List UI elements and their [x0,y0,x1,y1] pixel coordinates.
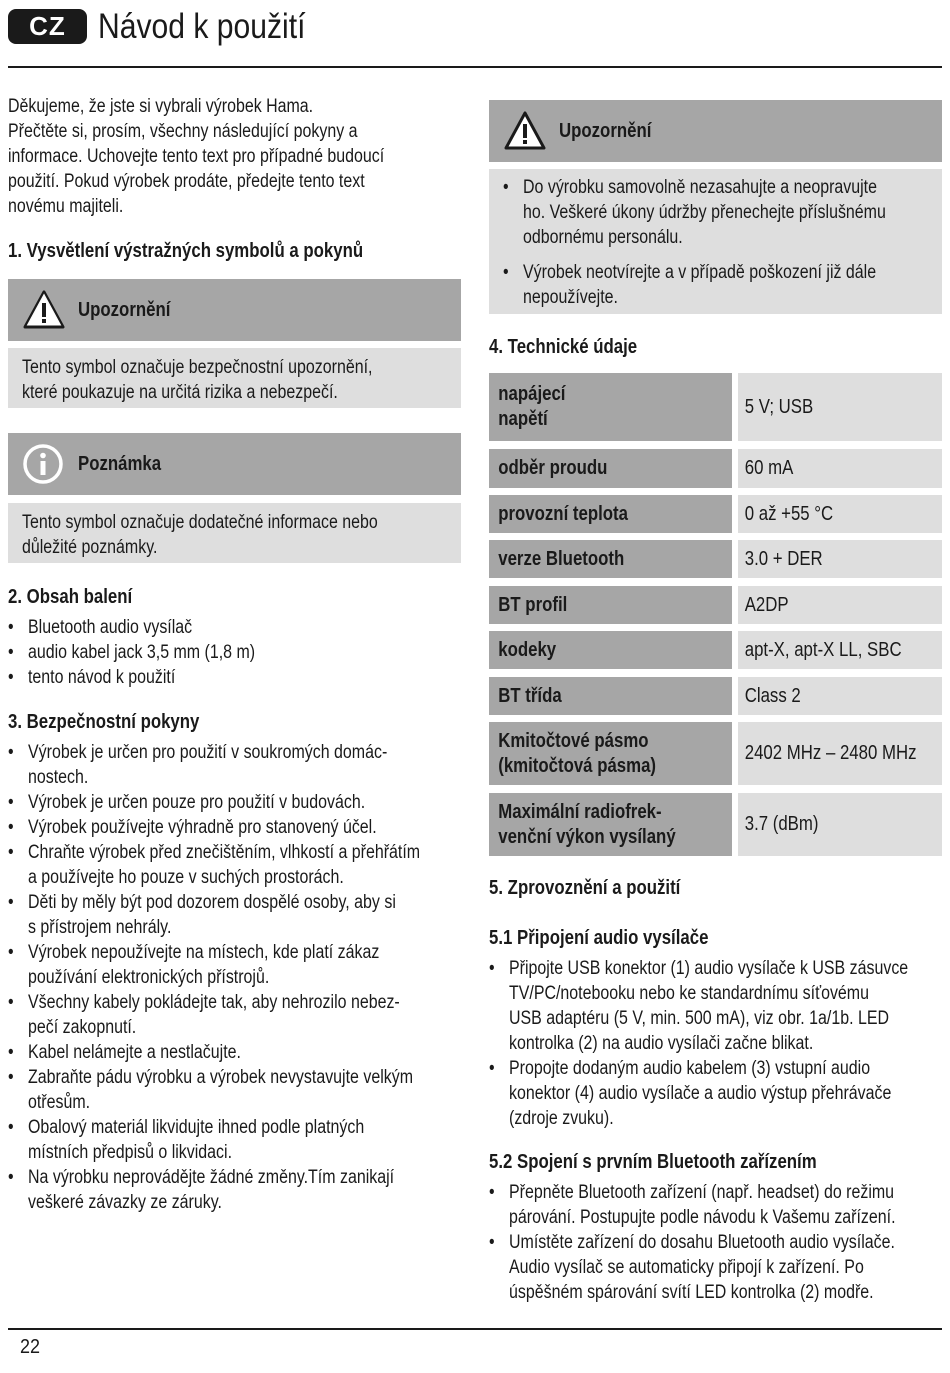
list-item: • Děti by měly být pod dozorem dospělé osoby, aby si s přístrojem nehrály. [8,890,495,940]
spec-label: provozní teplota [498,502,628,525]
intro-line: informace. Uchovejte tento text pro případné budoucí [8,146,385,167]
warning-description-line: Tento symbol označuje bezpečnostní upozornění, [22,357,373,378]
spec-value-cell [738,540,942,578]
list-item-line: odbornému personálu. [523,227,683,248]
spec-value-cell [738,793,942,856]
spec-value-cell [738,677,942,715]
spec-label: napětí [498,408,548,430]
list-item-line: Výrobek je určen pouze pro použití v budovách. [28,792,366,813]
list-item-line: Připojte USB konektor (1) audio vysílače k USB zásuvce [509,958,909,979]
list-item: • Chraňte výrobek před znečištěním, vlhkostí a přehřátím a používejte ho pouze v suchých prostorách. [8,842,421,888]
pair-device-list [489,1180,950,1305]
service-warning-label: Upozornění [559,119,652,142]
spec-label: BT třída [498,684,562,707]
list-item-line: Kabel nelámejte a nestlačujte. [28,1042,241,1063]
list-item: • Všechny kabely pokládejte tak, aby nehrozilo nebez- pečí zakopnutí. [8,990,495,1040]
list-item: • Umístěte zařízení do dosahu Bluetooth audio vysílače. Audio vysílač se automaticky připojí k zařízení. Po úspěšném spárování svítí LED kontrolka (2) modře. [489,1232,895,1303]
list-item-line: otřesům. [28,1092,91,1113]
list-item-line: USB adaptéru (5 V, min. 500 mA), viz obr. 1a/1b. LED [509,1008,889,1029]
spec-label-cell [489,631,732,669]
spec-value: 60 mA [744,457,794,479]
section2-heading: 2. Obsah balení [8,586,133,608]
list-item: • audio kabel jack 3,5 mm (1,8 m) [8,642,256,663]
service-warning-header [489,100,942,162]
spec-label-cell [489,793,732,856]
list-item-line: Propojte dodaným audio kabelem (3) vstupní audio [509,1058,871,1079]
warning-description-line: které poukazuje na určitá rizika a nebezpečí. [22,382,338,403]
list-item-line: konektor (4) audio vysílače a audio výstup přehrávače [509,1083,892,1104]
spec-label: venční výkon vysílaný [498,825,676,848]
spec-label-cell [489,373,732,441]
spec-label-cell [489,495,732,533]
note-description-line: Tento symbol označuje dodatečné informace nebo [22,512,378,533]
list-item-line: Zabraňte pádu výrobku a výrobek nevystavujte velkým [28,1067,414,1088]
spec-value-cell [738,631,942,669]
list-item-line: (zdroje zvuku). [509,1108,614,1129]
list-item-line: nepoužívejte. [523,287,618,308]
spec-label: kodeky [498,638,557,661]
language-code: CZ [29,11,66,41]
warning-triangle-icon [22,289,66,331]
spec-value: 2402 MHz – 2480 MHz [744,742,917,764]
section4-heading: 4. Technické údaje [489,336,638,358]
spec-label-cell [489,586,732,624]
spec-value: 3.7 (dBm) [744,813,819,835]
list-item-line: Obalový materiál likvidujte ihned podle platných [28,1117,365,1138]
warning-triangle-icon [503,110,547,152]
section5-heading: 5. Zprovoznění a použití [489,877,681,899]
spec-value: 0 až +55 °C [744,502,834,525]
list-item-line: Děti by měly být pod dozorem dospělé osoby, aby si [28,892,396,913]
intro-line: Přečtěte si, prosím, všechny následující pokyny a [8,121,358,142]
list-item-line: úspěšném spárování svítí LED kontrolka (2) modře. [509,1282,874,1303]
list-item-line: párování. Postupujte podle návodu k Vašemu zařízení. [509,1207,896,1228]
list-item-line: Přepněte Bluetooth zařízení (např. headset) do režimu [509,1182,895,1203]
list-item-line: pečí zakopnutí. [28,1017,137,1038]
package-contents-list [8,615,298,690]
language-badge [8,9,87,44]
list-item-line: Výrobek je určen pro použití v soukromých domác- [28,742,388,763]
list-item: • Výrobek je určen pouze pro použití v budovách. [8,790,495,815]
spec-label-cell [489,722,732,785]
spec-value: A2DP [744,593,789,616]
footer-rule [8,1328,942,1330]
spec-label: verze Bluetooth [498,547,625,570]
spec-label: BT profil [498,593,568,616]
note-label: Poznámka [78,452,162,475]
intro-line: novému majiteli. [8,196,124,217]
list-item-line: nostech. [28,767,89,788]
spec-value: 3.0 + DER [744,547,823,570]
list-item-line: Audio vysílač se automaticky připojí k zařízení. Po [509,1257,864,1278]
list-item-line: místních předpisů o likvidaci. [28,1142,233,1163]
spec-label-cell [489,540,732,578]
info-circle-icon [22,442,66,486]
spec-label-cell [489,677,732,715]
warning-description-box [8,348,461,408]
list-item-line: Na výrobku neprovádějte žádné změny.Tím zanikají [28,1167,395,1188]
service-warning-list [489,169,942,310]
section3-heading: 3. Bezpečnostní pokyny [8,711,200,733]
section1-heading: 1. Vysvětlení výstražných symbolů a pokynů [8,240,364,262]
list-item: • Zabraňte pádu výrobku a výrobek nevystavujte velkým otřesům. [8,1065,495,1115]
list-item: • Výrobek nepoužívejte na místech, kde platí zákaz používání elektronických přístrojů. [8,940,495,990]
spec-value-cell [738,586,942,624]
list-item-line: kontrolka (2) na audio vysílači začne blikat. [509,1033,814,1054]
list-item: • Přepněte Bluetooth zařízení (např. headset) do režimu párování. Postupujte podle návodu k Vašemu zařízení. [489,1182,896,1228]
spec-label: Kmitočtové pásmo [498,729,649,752]
intro-paragraph [8,94,456,219]
spec-value: apt-X, apt-X LL, SBC [744,638,902,661]
list-item: • Bluetooth audio vysílač [8,617,193,638]
note-description-box [8,503,461,563]
list-item: • Výrobek používejte výhradně pro stanovený účel. [8,815,495,840]
list-item: • Propojte dodaným audio kabelem (3) vstupní audio konektor (4) audio vysílače a audio výstup přehrávače (zdroje zvuku). [489,1056,950,1131]
spec-value: 5 V; USB [744,395,814,418]
service-warning-box [489,169,942,314]
list-item: • Na výrobku neprovádějte žádné změny.Tím zanikají veškeré závazky ze záruky. [8,1165,495,1215]
list-item-line: Umístěte zařízení do dosahu Bluetooth audio vysílače. [509,1232,895,1253]
list-item: • Výrobek je určen pro použití v soukromých domác- nostech. [8,740,495,790]
list-item-line: Do výrobku samovolně nezasahujte a neopravujte [523,177,878,198]
list-item-line: Chraňte výrobek před znečištěním, vlhkostí a přehřátím [28,842,421,863]
spec-label: odběr proudu [498,457,608,479]
list-item-line: Výrobek neotvírejte a v případě poškození již dále [523,262,877,283]
spec-label: Maximální radiofrek- [498,800,662,823]
list-item: • tento návod k použití [8,667,176,688]
warning-header [8,279,461,341]
note-header [8,433,461,495]
list-item-line: Výrobek nepoužívejte na místech, kde platí zákaz [28,942,380,963]
spec-value-cell [738,722,942,785]
list-item-line: a používejte ho pouze v suchých prostorách. [28,867,344,888]
section5-2-heading: 5.2 Spojení s prvním Bluetooth zařízením [489,1151,817,1173]
list-item: • Připojte USB konektor (1) audio vysílače k USB zásuvce TV/PC/notebooku nebo ke standardnímu síťovému USB adaptéru (5 V, min. 500 mA), viz obr. 1a/1b. LED kontrolka (2) na audio vysílači začne blikat. [489,958,909,1054]
list-item: • Obalový materiál likvidujte ihned podle platných místních předpisů o likvidaci. [8,1115,495,1165]
list-item-line: TV/PC/notebooku nebo ke standardnímu síťovému [509,983,869,1004]
intro-line: Děkujeme, že jste si vybrali výrobek Hama. [8,96,314,117]
list-item: • Výrobek neotvírejte a v případě poškození již dále nepoužívejte. [503,262,877,308]
list-item-line: používání elektronických přístrojů. [28,967,270,988]
page-title: Návod k použití [98,7,306,46]
section5-1-heading: 5.1 Připojení audio vysílače [489,927,709,949]
list-item-line: Výrobek používejte výhradně pro stanovený účel. [28,817,377,838]
warning-label: Upozornění [78,298,171,321]
list-item: • Kabel nelámejte a nestlačujte. [8,1040,495,1065]
spec-label: napájecí [498,383,566,405]
page-number: 22 [20,1336,41,1358]
spec-value-cell [738,495,942,533]
intro-line: použití. Pokud výrobek prodáte, předejte tento text [8,171,365,192]
spec-label-cell [489,449,732,488]
spec-label: (kmitočtová pásma) [498,754,657,777]
safety-instructions-list [8,740,495,1215]
list-item: • Do výrobku samovolně nezasahujte a neopravujte ho. Veškeré úkony údržby přenechejte příslušnému odbornému personálu. [503,177,886,248]
note-description-line: důležité poznámky. [22,537,158,558]
spec-value-cell [738,373,942,441]
spec-value: Class 2 [744,684,801,707]
list-item-line: s přístrojem nehrály. [28,917,172,938]
list-item-line: Všechny kabely pokládejte tak, aby nehrozilo nebez- [28,992,400,1013]
list-item-line: veškeré závazky ze záruky. [28,1192,222,1213]
spec-value-cell [738,449,942,488]
header-rule [8,66,942,68]
connect-transmitter-list [489,956,950,1131]
list-item-line: ho. Veškeré úkony údržby přenechejte příslušnému [523,202,886,223]
